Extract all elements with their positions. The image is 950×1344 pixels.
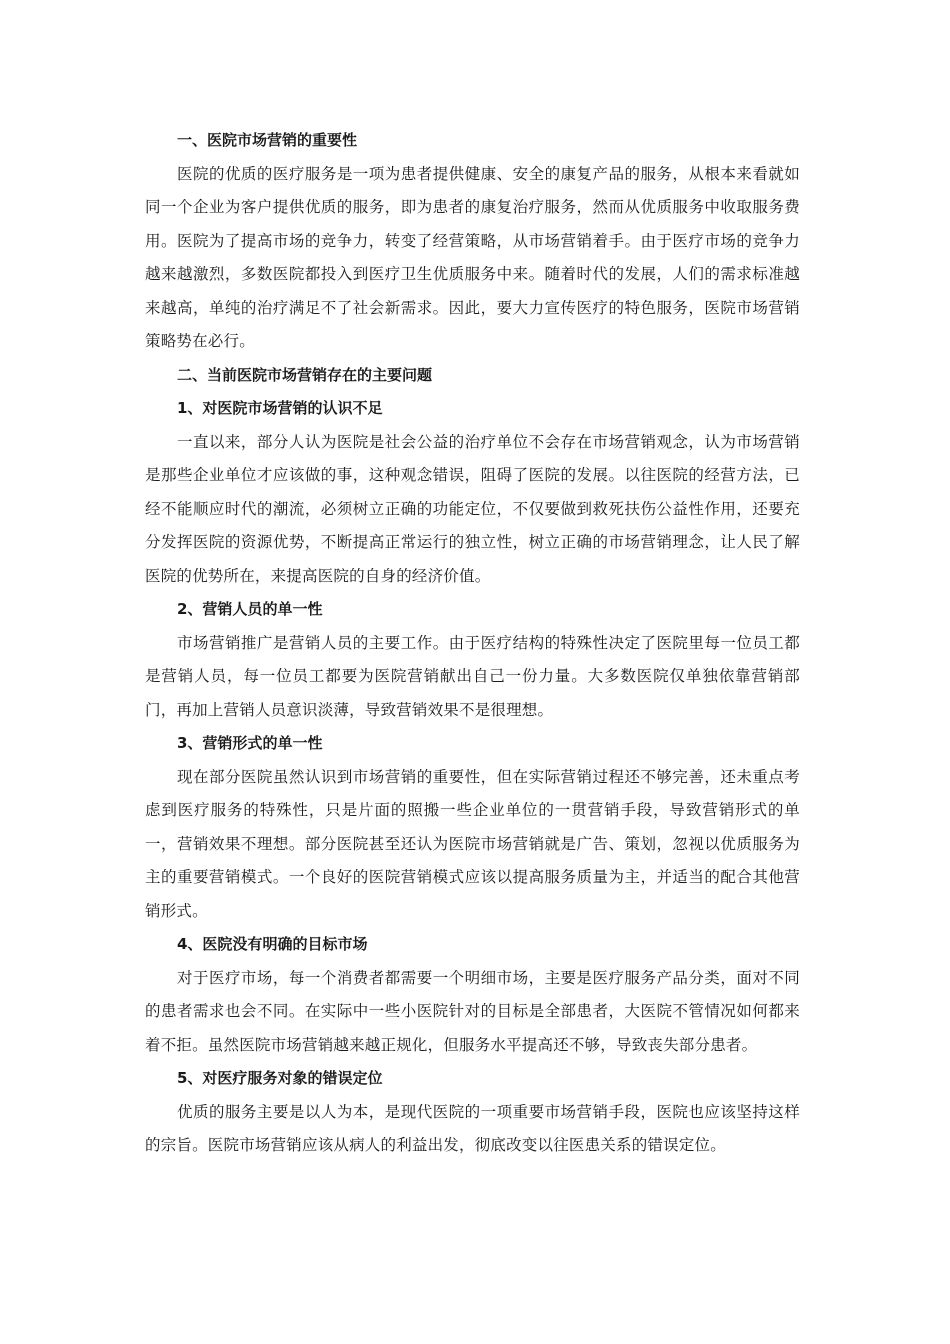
subheading-forms: 3、营销形式的单一性 xyxy=(177,734,323,752)
paragraph-staff: 市场营销推广是营销人员的主要工作。由于医疗结构的特殊性决定了医院里每一位员工都是营销人员，每一位员工都要为医院营销献出自己一份力量。大多数医院仅单独依靠营销部门，再加上营销人员意识淡薄，导致营销效果不是很理想。 xyxy=(145,633,800,719)
subheading-target-market: 4、医院没有明确的目标市场 xyxy=(177,935,368,953)
subheading-awareness: 1、对医院市场营销的认识不足 xyxy=(177,399,383,417)
paragraph-forms: 现在部分医院虽然认识到市场营销的重要性，但在实际营销过程还不够完善，还未重点考虑到医疗服务的特殊性，只是片面的照搬一些企业单位的一贯营销手段，导致营销形式的单一，营销效果不理想。部分医院甚至还认为医院市场营销就是广告、策划，忽视以优质服务为主的重要营销模式。一个良好的医院营销模式应该以提高服务质量为主，并适当的配合其他营销形式。 xyxy=(145,767,800,920)
paragraph-positioning: 优质的服务主要是以人为本，是现代医院的一项重要市场营销手段，医院也应该坚持这样的宗旨。医院市场营销应该从病人的利益出发，彻底改变以往医患关系的错误定位。 xyxy=(145,1102,800,1154)
paragraph-importance: 医院的优质的医疗服务是一项为患者提供健康、安全的康复产品的服务，从根本来看就如同一个企业为客户提供优质的服务，即为患者的康复治疗服务，然而从优质服务中收取服务费用。医院为了提高市场的竞争力，转变了经营策略，从市场营销着手。由于医疗市场的竞争力越来越激烈，多数医院都投入到医疗卫生优质服务中来。随着时代的发展，人们的需求标准越来越高，单纯的治疗满足不了社会新需求。因此，要大力宣传医疗的特色服务，医院市场营销策略势在必行。 xyxy=(145,164,800,350)
paragraph-target-market: 对于医疗市场，每一个消费者都需要一个明细市场，主要是医疗服务产品分类，面对不同的患者需求也会不同。在实际中一些小医院针对的目标是全部患者，大医院不管情况如何都来着不拒。虽然医院市场营销越来越正规化，但服务水平提高还不够，导致丧失部分患者。 xyxy=(145,968,800,1054)
section-heading-problems: 二、当前医院市场营销存在的主要问题 xyxy=(177,365,433,384)
document-page xyxy=(145,124,800,1163)
subheading-positioning: 5、对医疗服务对象的错误定位 xyxy=(177,1069,383,1087)
paragraph-awareness: 一直以来，部分人认为医院是社会公益的治疗单位不会存在市场营销观念，认为市场营销是那些企业单位才应该做的事，这种观念错误，阻碍了医院的发展。以往医院的经营方法，已经不能顺应时代的潮流，必须树立正确的功能定位，不仅要做到救死扶伤公益性作用，还要充分发挥医院的资源优势，不断提高正常运行的独立性，树立正确的市场营销理念，让人民了解医院的优势所在，来提高医院的自身的经济价值。 xyxy=(145,432,800,585)
subheading-staff: 2、营销人员的单一性 xyxy=(177,600,323,618)
section-heading-importance: 一、医院市场营销的重要性 xyxy=(177,131,358,149)
